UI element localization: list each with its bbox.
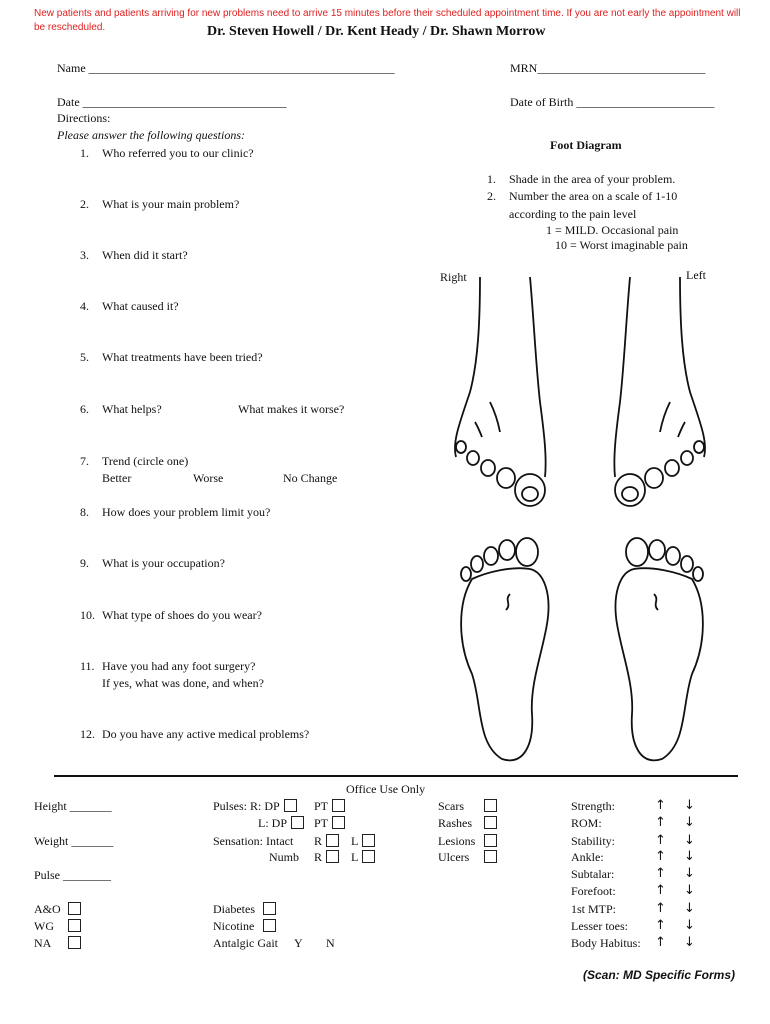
question-number: 11. [80, 659, 95, 673]
question-11 [80, 659, 255, 674]
step-1-text: Shade in the area of your problem. [509, 172, 676, 186]
pt-label: PT [314, 816, 329, 830]
intact-l-checkbox[interactable] [362, 834, 375, 847]
intact-r [314, 834, 339, 849]
question-text: What treatments have been tried? [102, 350, 263, 364]
question-number: 10. [80, 608, 95, 622]
height-field[interactable]: Height _______ [34, 799, 112, 813]
pulses-r-pt [314, 799, 345, 814]
r-dp-checkbox[interactable] [284, 799, 297, 812]
question-text: What is your main problem? [102, 197, 240, 211]
intact-r-checkbox[interactable] [326, 834, 339, 847]
exam-row [571, 834, 615, 849]
question-text: Have you had any foot surgery? [102, 659, 256, 673]
pain-scale-10: 10 = Worst imaginable pain [555, 238, 688, 252]
exam-row [571, 816, 602, 831]
exam-row-label: Lesser toes: [571, 919, 628, 933]
down-arrow-icon[interactable]: ↓ [684, 815, 695, 830]
exam-row [571, 799, 615, 814]
trend-better[interactable]: Better [102, 471, 132, 485]
question-9 [80, 556, 225, 571]
question-6 [80, 402, 162, 417]
pulses-l-pt [314, 816, 345, 831]
lesions-checkbox[interactable] [484, 834, 497, 847]
question-text: Who referred you to our clinic? [102, 146, 254, 160]
doctors-heading: Dr. Steven Howell / Dr. Kent Heady / Dr. Shawn Morrow [207, 24, 546, 39]
l-pt-checkbox[interactable] [332, 816, 345, 829]
na-checkbox[interactable] [68, 936, 81, 949]
sensation-intact-label: Sensation: Intact [213, 834, 294, 848]
exam-row [571, 884, 616, 899]
question-number: 12. [80, 727, 95, 741]
question-4 [80, 299, 179, 314]
diabetes-label: Diabetes [213, 902, 255, 916]
exam-row-label: Ankle: [571, 850, 604, 864]
up-arrow-icon[interactable]: ↑ [655, 798, 666, 813]
na-row [34, 936, 81, 951]
down-arrow-icon[interactable]: ↓ [684, 918, 695, 933]
weight-field[interactable]: Weight _______ [34, 834, 114, 848]
step-2-number: 2. [487, 189, 496, 203]
step-2-text: Number the area on a scale of 1-10 [509, 189, 678, 203]
exam-row-label: 1st MTP: [571, 902, 617, 916]
question-number: 6. [80, 402, 89, 416]
nicotine-checkbox[interactable] [263, 919, 276, 932]
question-6-worse: What makes it worse? [238, 402, 345, 416]
numb-l [351, 850, 375, 865]
appointment-notice: New patients and patients arriving for new problems need to arrive 15 minutes before their scheduled appointment time. If you are not early the appointment will be rescheduled. [34, 8, 741, 33]
pulses-r-dp [213, 799, 297, 814]
question-number: 4. [80, 299, 89, 313]
exam-row [571, 850, 604, 865]
scars-row [438, 799, 497, 814]
exam-row-label: Strength: [571, 799, 615, 813]
exam-row [571, 867, 614, 882]
r-pt-checkbox[interactable] [332, 799, 345, 812]
question-number: 5. [80, 350, 89, 364]
pulse-field[interactable]: Pulse ________ [34, 868, 112, 882]
trend-worse[interactable]: Worse [193, 471, 224, 485]
question-number: 8. [80, 505, 89, 519]
down-arrow-icon[interactable]: ↓ [684, 901, 695, 916]
question-text: When did it start? [102, 248, 188, 262]
foot-diagram-title: Foot Diagram [550, 138, 622, 152]
ao-row [34, 902, 81, 917]
l-label: L [351, 850, 359, 864]
diabetes-row [213, 902, 276, 917]
pulses-l-dp [258, 816, 304, 831]
question-1 [80, 146, 254, 161]
pt-label: PT [314, 799, 329, 813]
name-field[interactable]: Name ___________________________________________________ [57, 61, 395, 75]
down-arrow-icon[interactable]: ↓ [684, 883, 695, 898]
date-field[interactable]: Date __________________________________ [57, 95, 287, 109]
question-3 [80, 248, 188, 263]
rashes-label: Rashes [438, 816, 472, 830]
exam-row-label: ROM: [571, 816, 602, 830]
question-11-sub: If yes, what was done, and when? [102, 676, 264, 690]
office-divider [54, 775, 738, 777]
numb-l-checkbox[interactable] [362, 850, 375, 863]
exam-row-label: Forefoot: [571, 884, 616, 898]
question-8 [80, 505, 270, 520]
directions-label: Directions: [57, 111, 111, 125]
intact-l [351, 834, 375, 849]
question-12 [80, 727, 309, 742]
question-2 [80, 197, 239, 212]
up-arrow-icon[interactable]: ↑ [655, 866, 666, 881]
exam-row-label: Subtalar: [571, 867, 615, 881]
diabetes-checkbox[interactable] [263, 902, 276, 915]
exam-row-label: Stability: [571, 834, 616, 848]
exam-row-label: Body Habitus: [571, 936, 641, 950]
ulcers-row [438, 850, 497, 865]
wg-label: WG [34, 919, 54, 933]
l-label: L [351, 834, 359, 848]
ulcers-label: Ulcers [438, 850, 470, 864]
step-1-number: 1. [487, 172, 496, 186]
up-arrow-icon[interactable]: ↑ [655, 901, 666, 916]
lesions-row [438, 834, 497, 849]
l-dp-label: L: DP [258, 816, 288, 830]
ao-label: A&O [34, 902, 61, 916]
left-foot-top-icon[interactable] [600, 272, 710, 512]
question-text: What type of shoes do you wear? [102, 608, 262, 622]
question-text: What is your occupation? [102, 556, 225, 570]
numb-r-checkbox[interactable] [326, 850, 339, 863]
up-arrow-icon[interactable]: ↑ [655, 849, 666, 864]
r-label: R [314, 850, 323, 864]
r-label: R [314, 834, 323, 848]
ulcers-checkbox[interactable] [484, 850, 497, 863]
question-7 [80, 454, 188, 469]
down-arrow-icon[interactable]: ↓ [684, 849, 695, 864]
numb-r [314, 850, 339, 865]
right-label: Right [440, 270, 467, 284]
question-number: 3. [80, 248, 89, 262]
rashes-checkbox[interactable] [484, 816, 497, 829]
up-arrow-icon[interactable]: ↑ [655, 883, 666, 898]
antalgic-no[interactable]: N [326, 936, 335, 950]
question-text: What helps? [102, 402, 162, 416]
question-10 [80, 608, 262, 623]
lesions-label: Lesions [438, 834, 476, 848]
dob-field[interactable]: Date of Birth _______________________ [510, 95, 715, 109]
question-number: 9. [80, 556, 89, 570]
ao-checkbox[interactable] [68, 902, 81, 915]
question-number: 1. [80, 146, 89, 160]
question-text: How does your problem limit you? [102, 505, 271, 519]
rashes-row [438, 816, 497, 831]
up-arrow-icon[interactable]: ↑ [655, 935, 666, 950]
down-arrow-icon[interactable]: ↓ [684, 935, 695, 950]
na-label: NA [34, 936, 52, 950]
pulses-label: Pulses: R: DP [213, 799, 280, 813]
question-text: Trend (circle one) [102, 454, 189, 468]
scan-footer: (Scan: MD Specific Forms) [582, 968, 735, 982]
question-text: Do you have any active medical problems? [102, 727, 310, 741]
exam-row [571, 936, 641, 951]
trend-no-change[interactable]: No Change [283, 471, 338, 485]
directions-prompt: Please answer the following questions: [57, 128, 245, 142]
left-foot-sole-icon[interactable] [602, 534, 712, 764]
up-arrow-icon[interactable]: ↑ [655, 815, 666, 830]
nicotine-label: Nicotine [213, 919, 255, 933]
wg-checkbox[interactable] [68, 919, 81, 932]
up-arrow-icon[interactable]: ↑ [655, 918, 666, 933]
scars-label: Scars [438, 799, 464, 813]
antalgic-yes[interactable]: Y [294, 936, 303, 950]
left-label: Left [686, 268, 706, 282]
step-2-continued: according to the pain level [509, 207, 637, 221]
mrn-field[interactable]: MRN____________________________ [510, 61, 706, 75]
right-foot-top-icon[interactable] [450, 272, 560, 512]
question-5 [80, 350, 263, 365]
office-use-title: Office Use Only [346, 782, 426, 796]
exam-row [571, 902, 616, 917]
question-number: 2. [80, 197, 89, 211]
nicotine-row [213, 919, 276, 934]
scars-checkbox[interactable] [484, 799, 497, 812]
antalgic-gait-label: Antalgic Gait [213, 936, 278, 950]
down-arrow-icon[interactable]: ↓ [684, 798, 695, 813]
wg-row [34, 919, 81, 934]
down-arrow-icon[interactable]: ↓ [684, 866, 695, 881]
pain-scale-1: 1 = MILD. Occasional pain [546, 223, 679, 237]
l-dp-checkbox[interactable] [291, 816, 304, 829]
numb-label: Numb [269, 850, 299, 864]
up-arrow-icon[interactable]: ↑ [655, 833, 666, 848]
exam-row [571, 919, 628, 934]
question-text: What caused it? [102, 299, 179, 313]
down-arrow-icon[interactable]: ↓ [684, 833, 695, 848]
question-number: 7. [80, 454, 89, 468]
right-foot-sole-icon[interactable] [452, 534, 562, 764]
